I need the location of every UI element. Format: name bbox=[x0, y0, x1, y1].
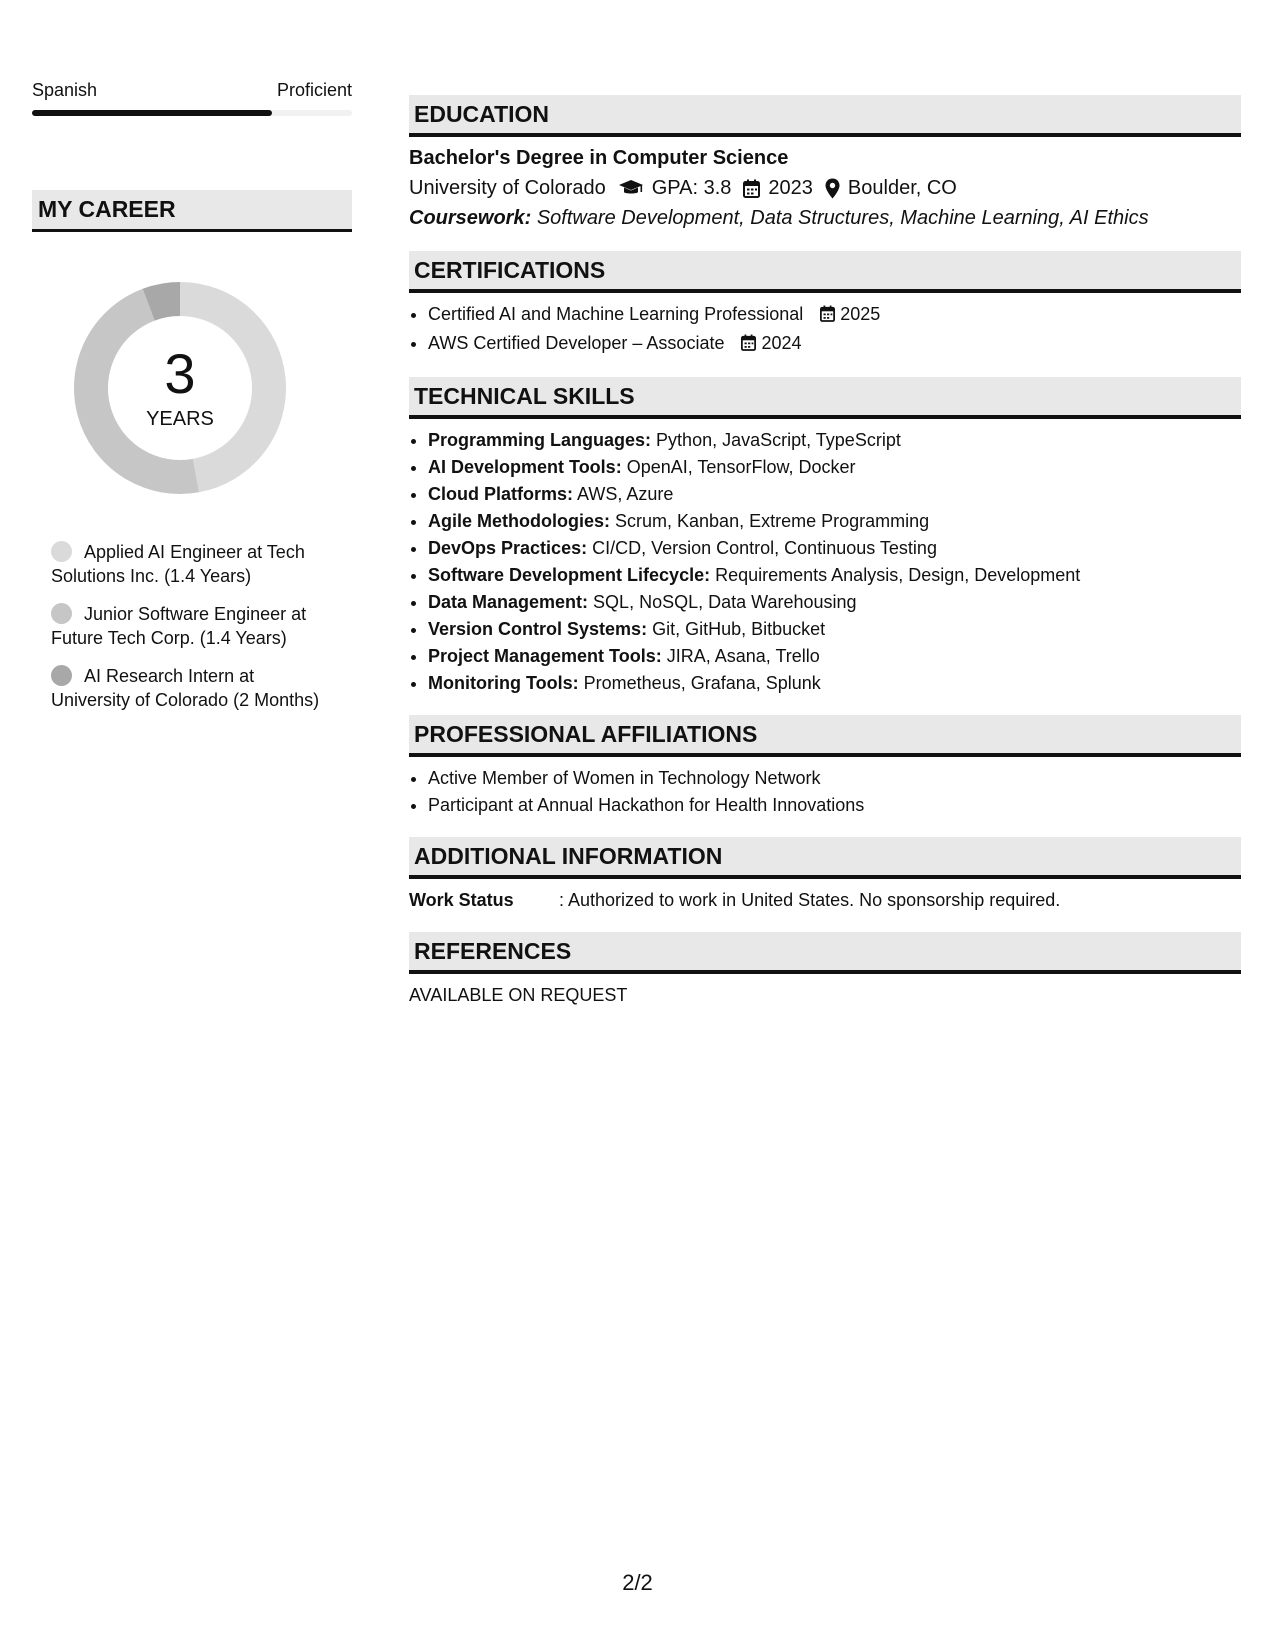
affiliation-item: • Participant at Annual Hackathon for Health Innovations bbox=[428, 792, 1241, 819]
skill-value: Python, JavaScript, TypeScript bbox=[656, 430, 901, 450]
additional-info-section bbox=[409, 837, 1241, 914]
skill-item bbox=[428, 643, 1241, 670]
certification-name: Certified AI and Machine Learning Professional bbox=[428, 304, 804, 324]
left-column bbox=[32, 78, 352, 726]
skill-label: Version Control Systems: bbox=[428, 619, 648, 639]
skill-label: Monitoring Tools: bbox=[428, 673, 579, 693]
career-item-text: AI Research Intern at University of Colorado (2 Months) bbox=[51, 666, 320, 710]
certification-year: 2025 bbox=[840, 304, 881, 324]
work-status-label: Work Status bbox=[409, 890, 514, 910]
skill-value: OpenAI, TensorFlow, Docker bbox=[626, 457, 856, 477]
certifications-section bbox=[409, 251, 1241, 359]
references-heading: REFERENCES bbox=[409, 932, 1241, 974]
affiliations-list bbox=[428, 765, 1241, 819]
education-heading: EDUCATION bbox=[409, 95, 1241, 137]
career-donut-chart bbox=[66, 274, 294, 502]
skill-label: Project Management Tools: bbox=[428, 646, 662, 666]
skill-label: Data Management: bbox=[428, 592, 589, 612]
career-legend-dot bbox=[51, 665, 72, 686]
skill-value: SQL, NoSQL, Data Warehousing bbox=[593, 592, 857, 612]
education-location: Boulder, CO bbox=[847, 177, 957, 199]
career-item bbox=[51, 664, 336, 712]
coursework-list: Software Development, Data Structures, Machine Learning, AI Ethics bbox=[536, 207, 1149, 229]
skill-value: Git, GitHub, Bitbucket bbox=[652, 619, 826, 639]
language-name: Spanish bbox=[32, 80, 98, 100]
references-text: AVAILABLE ON REQUEST bbox=[409, 985, 628, 1005]
career-item bbox=[51, 602, 336, 650]
skill-item bbox=[428, 589, 1241, 616]
language-row bbox=[32, 78, 352, 102]
skill-item bbox=[428, 670, 1241, 697]
affiliation-item: • Active Member of Women in Technology Network bbox=[428, 765, 1241, 792]
calendar-icon bbox=[743, 179, 760, 198]
skill-value: AWS, Azure bbox=[577, 484, 674, 504]
skill-item bbox=[428, 616, 1241, 643]
education-section bbox=[409, 95, 1241, 233]
career-legend-dot bbox=[51, 541, 72, 562]
skill-value: JIRA, Asana, Trello bbox=[666, 646, 820, 666]
skill-label: AI Development Tools: bbox=[428, 457, 622, 477]
skill-label: Programming Languages: bbox=[428, 430, 652, 450]
page-number: 2/2 bbox=[622, 1570, 653, 1595]
affiliations-heading: PROFESSIONAL AFFILIATIONS bbox=[409, 715, 1241, 757]
career-item-text: Applied AI Engineer at Tech Solutions Inc. (1.4 Years) bbox=[51, 542, 305, 586]
skill-value: Prometheus, Grafana, Splunk bbox=[583, 673, 821, 693]
skill-value: CI/CD, Version Control, Continuous Testing bbox=[592, 538, 937, 558]
additional-info-heading: ADDITIONAL INFORMATION bbox=[409, 837, 1241, 879]
education-gpa: GPA: 3.8 bbox=[651, 177, 732, 199]
skill-item bbox=[428, 535, 1241, 562]
coursework-label: Coursework: bbox=[409, 207, 532, 229]
skill-label: Software Development Lifecycle: bbox=[428, 565, 711, 585]
skill-item bbox=[428, 508, 1241, 535]
skills-list bbox=[428, 427, 1241, 697]
career-item-text: Junior Software Engineer at Future Tech Corp. (1.4 Years) bbox=[51, 604, 307, 648]
calendar-icon bbox=[741, 332, 756, 359]
career-legend bbox=[51, 540, 336, 712]
language-proficiency-fill bbox=[32, 110, 272, 116]
certification-item bbox=[428, 301, 1241, 330]
technical-skills-section bbox=[409, 377, 1241, 697]
language-proficiency-bar bbox=[32, 110, 352, 116]
donut-center bbox=[66, 274, 294, 502]
career-total-unit: YEARS bbox=[146, 408, 214, 430]
skill-label: Cloud Platforms: bbox=[428, 484, 574, 504]
technical-skills-heading: TECHNICAL SKILLS bbox=[409, 377, 1241, 419]
career-total-years: 3 bbox=[164, 342, 196, 405]
skill-item bbox=[428, 427, 1241, 454]
skill-item bbox=[428, 454, 1241, 481]
career-legend-dot bbox=[51, 603, 72, 624]
education-degree: Bachelor's Degree in Computer Science bbox=[409, 147, 789, 169]
certification-item bbox=[428, 330, 1241, 359]
education-meta bbox=[409, 173, 1241, 203]
career-item bbox=[51, 540, 336, 588]
graduation-cap-icon bbox=[618, 179, 644, 197]
affiliations-section bbox=[409, 715, 1241, 819]
work-status-value: : Authorized to work in United States. No sponsorship required. bbox=[559, 890, 1061, 910]
calendar-icon bbox=[820, 303, 835, 330]
certifications-heading: CERTIFICATIONS bbox=[409, 251, 1241, 293]
education-school: University of Colorado bbox=[409, 177, 606, 199]
right-column bbox=[409, 95, 1241, 1009]
education-coursework bbox=[409, 203, 1241, 233]
skill-value: Scrum, Kanban, Extreme Programming bbox=[615, 511, 930, 531]
work-status-row bbox=[409, 887, 1241, 914]
language-level: Proficient bbox=[276, 80, 352, 100]
certifications-list bbox=[428, 301, 1241, 359]
skill-item bbox=[428, 562, 1241, 589]
skill-value: Requirements Analysis, Design, Development bbox=[715, 565, 1081, 585]
skill-item bbox=[428, 481, 1241, 508]
certification-name: AWS Certified Developer – Associate bbox=[428, 333, 725, 353]
career-heading: MY CAREER bbox=[32, 190, 352, 232]
references-section bbox=[409, 932, 1241, 1009]
skill-label: Agile Methodologies: bbox=[428, 511, 610, 531]
certification-year: 2024 bbox=[761, 333, 802, 353]
education-year: 2023 bbox=[768, 177, 813, 199]
location-pin-icon bbox=[825, 178, 840, 199]
skill-label: DevOps Practices: bbox=[428, 538, 588, 558]
